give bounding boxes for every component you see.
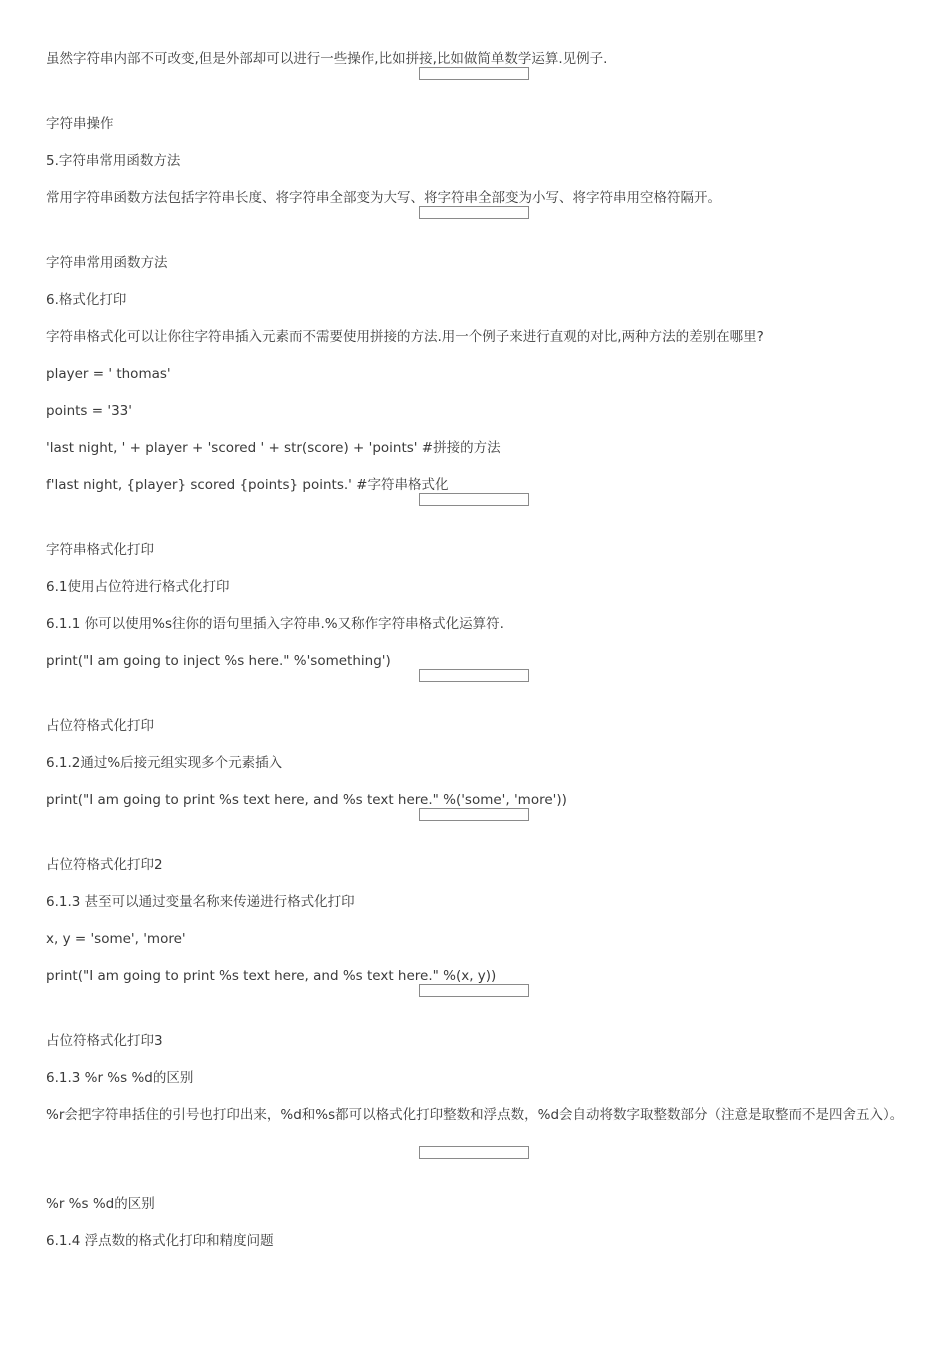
- paragraph-formatting: 字符串格式化可以让你往字符串插入元素而不需要使用拼接的方法.用一个例子来进行直观的对比,两种方法的差别在哪里?: [46, 328, 764, 345]
- paragraph-intro: 虽然字符串内部不可改变,但是外部却可以进行一些操作,比如拼接,比如做简单数学运算.见例子.: [46, 50, 608, 67]
- heading-6-1-3-diff: 6.1.3 %r %s %d的区别: [46, 1069, 194, 1086]
- paragraph-diff: %r会把字符串括住的引号也打印出来，%d和%s都可以格式化打印整数和浮点数，%d会自动将数字取整数部分（注意是取整而不是四舍五入）。: [46, 1106, 904, 1123]
- paragraph-functions: 常用字符串函数方法包括字符串长度、将字符串全部变为大写、将字符串全部变为小写、将字符串用空格符隔开。: [46, 189, 721, 206]
- caption-diff: %r %s %d的区别: [46, 1195, 155, 1212]
- caption-placeholder-print-3: 占位符格式化打印3: [46, 1032, 163, 1049]
- image-placeholder: [419, 206, 529, 219]
- image-placeholder: [419, 493, 529, 506]
- caption-functions: 字符串常用函数方法: [46, 254, 168, 271]
- code-line-inject: print("I am going to inject %s here." %'something'): [46, 652, 391, 669]
- image-placeholder: [419, 669, 529, 682]
- code-line-player: player = ' thomas': [46, 365, 171, 382]
- code-line-tuple: print("I am going to print %s text here, and %s text here." %('some', 'more')): [46, 791, 567, 808]
- image-placeholder: [419, 1146, 529, 1159]
- code-line-xy: x, y = 'some', 'more': [46, 930, 186, 947]
- caption-placeholder-print-2: 占位符格式化打印2: [46, 856, 163, 873]
- heading-6-1-4: 6.1.4 浮点数的格式化打印和精度问题: [46, 1232, 274, 1249]
- code-line-fstring: f'last night, {player} scored {points} points.' #字符串格式化: [46, 476, 449, 493]
- image-placeholder: [419, 984, 529, 997]
- heading-6-1-3: 6.1.3 甚至可以通过变量名称来传递进行格式化打印: [46, 893, 355, 910]
- code-line-concat: 'last night, ' + player + 'scored ' + str(score) + 'points' #拼接的方法: [46, 439, 501, 456]
- heading-6-1-1: 6.1.1 你可以使用%s往你的语句里插入字符串.%又称作字符串格式化运算符.: [46, 615, 504, 632]
- heading-6: 6.格式化打印: [46, 291, 127, 308]
- code-line-print-xy: print("I am going to print %s text here, and %s text here." %(x, y)): [46, 967, 497, 984]
- image-placeholder: [419, 67, 529, 80]
- caption-placeholder-print: 占位符格式化打印: [46, 717, 154, 734]
- image-placeholder: [419, 808, 529, 821]
- heading-5: 5.字符串常用函数方法: [46, 152, 181, 169]
- heading-6-1: 6.1使用占位符进行格式化打印: [46, 578, 230, 595]
- caption-string-format: 字符串格式化打印: [46, 541, 154, 558]
- caption-string-operations: 字符串操作: [46, 115, 114, 132]
- heading-6-1-2: 6.1.2通过%后接元组实现多个元素插入: [46, 754, 283, 771]
- code-line-points: points = '33': [46, 402, 132, 419]
